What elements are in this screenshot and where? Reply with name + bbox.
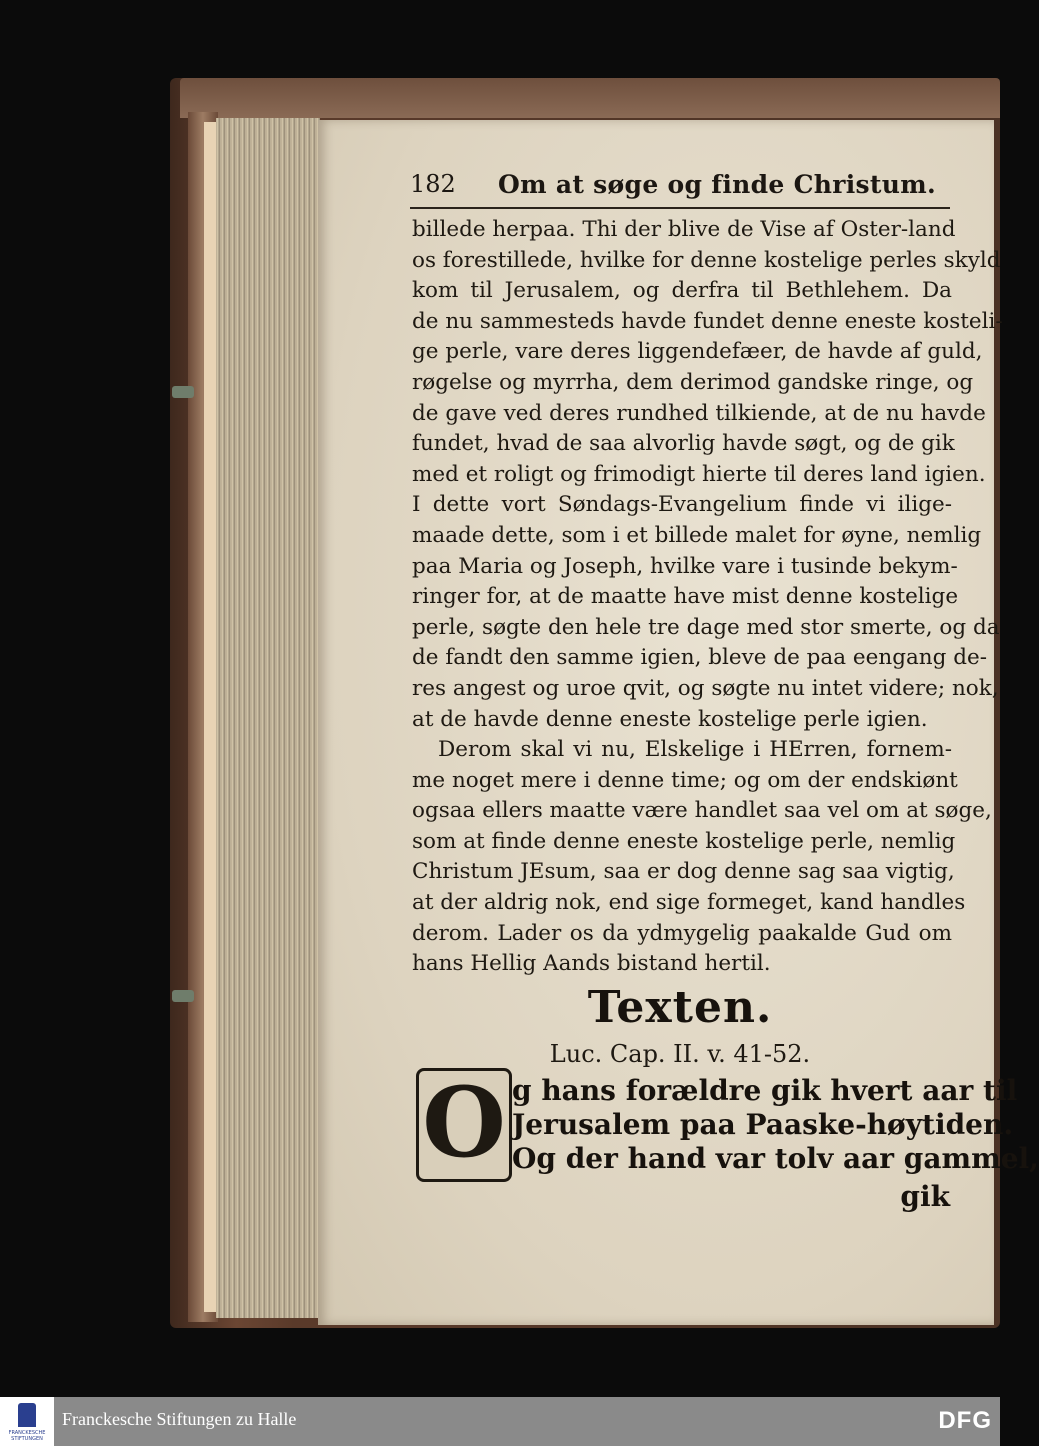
scripture-line: g hans forældre gik hvert aar til xyxy=(512,1074,1018,1107)
body-line: de fandt den samme igien, bleve de paa eengang de- xyxy=(412,645,987,671)
page-header xyxy=(410,170,950,206)
dfg-logo[interactable]: DFG xyxy=(938,1407,992,1434)
body-line: I dette vort Søndags-Evangelium finde vi ilige- xyxy=(412,492,952,518)
body-line: Christum JEsum, saa er dog denne sag saa vigtig, xyxy=(412,859,955,885)
body-line: at der aldrig nok, end sige formeget, kand handles xyxy=(412,890,966,916)
body-line: ringer for, at de maatte have mist denne kostelige xyxy=(412,584,959,610)
body-line: ogsaa ellers maatte være handlet saa vel om at søge, xyxy=(412,798,992,824)
body-line: hans Hellig Aands bistand hertil. xyxy=(412,951,771,977)
body-line: røgelse og myrrha, dem derimod gandske ringe, og xyxy=(412,369,974,395)
institution-logo-text: FRANCKESCHE STIFTUNGEN xyxy=(8,1430,46,1442)
book-cover-top-edge xyxy=(180,78,1000,118)
body-line: me noget mere i denne time; og om der endskiønt xyxy=(412,767,958,793)
institution-logo-icon xyxy=(18,1403,36,1427)
body-line: ge perle, vare deres liggendefæer, de havde af guld, xyxy=(412,339,983,365)
running-title: Om at søge og finde Christum. xyxy=(498,170,936,199)
body-line: de gave ved deres rundhed tilkiende, at de nu havde xyxy=(412,400,986,426)
body-line: derom. Lader os da ydmygelig paakalde Gud om xyxy=(412,920,952,946)
page-block-edge xyxy=(216,118,320,1318)
clasp-bottom xyxy=(172,990,194,1002)
clasp-top xyxy=(172,386,194,398)
scripture-line: Og der hand var tolv aar gammel, xyxy=(512,1142,1039,1175)
body-line: perle, søgte den hele tre dage med stor smerte, og da xyxy=(412,614,1000,640)
body-line: kom til Jerusalem, og derfra til Bethlehem. Da xyxy=(412,278,952,304)
drop-cap: O xyxy=(416,1068,512,1182)
scripture-reference: Luc. Cap. II. v. 41-52. xyxy=(549,1040,811,1068)
page-number: 182 xyxy=(410,170,456,198)
footer-bar xyxy=(0,1397,1000,1446)
body-line: maade dette, som i et billede malet for øyne, nemlig xyxy=(412,522,982,548)
body-line: at de havde denne eneste kostelige perle igien. xyxy=(412,706,928,732)
catchword: gik xyxy=(900,1180,950,1213)
body-line: os forestillede, hvilke for denne kostelige perles skyld xyxy=(412,247,1001,273)
body-line: som at finde denne eneste kostelige perle, nemlig xyxy=(412,828,956,854)
body-line: de nu sammesteds havde fundet denne eneste kosteli- xyxy=(412,308,1003,334)
institution-logo[interactable] xyxy=(0,1397,54,1446)
scripture-text xyxy=(512,1074,1039,1176)
body-line: paa Maria og Joseph, hvilke vare i tusinde bekym- xyxy=(412,553,958,579)
body-text xyxy=(412,215,1003,980)
body-line: billede herpaa. Thi der blive de Vise af Oster-land xyxy=(412,217,956,242)
body-line: res angest og uroe qvit, og søgte nu intet videre; nok, xyxy=(412,675,999,701)
scripture-line: Jerusalem paa Paaske-høytiden. xyxy=(512,1108,1014,1141)
body-line: med et roligt og frimodigt hierte til deres land igien. xyxy=(412,461,986,487)
body-line: Derom skal vi nu, Elskelige i HErren, fornem- xyxy=(438,737,952,763)
body-line: fundet, hvad de saa alvorlig havde søgt, og de gik xyxy=(412,431,955,457)
section-heading: Texten. xyxy=(587,982,773,1033)
header-rule xyxy=(410,207,950,209)
institution-name: Franckesche Stiftungen zu Halle xyxy=(62,1409,297,1429)
